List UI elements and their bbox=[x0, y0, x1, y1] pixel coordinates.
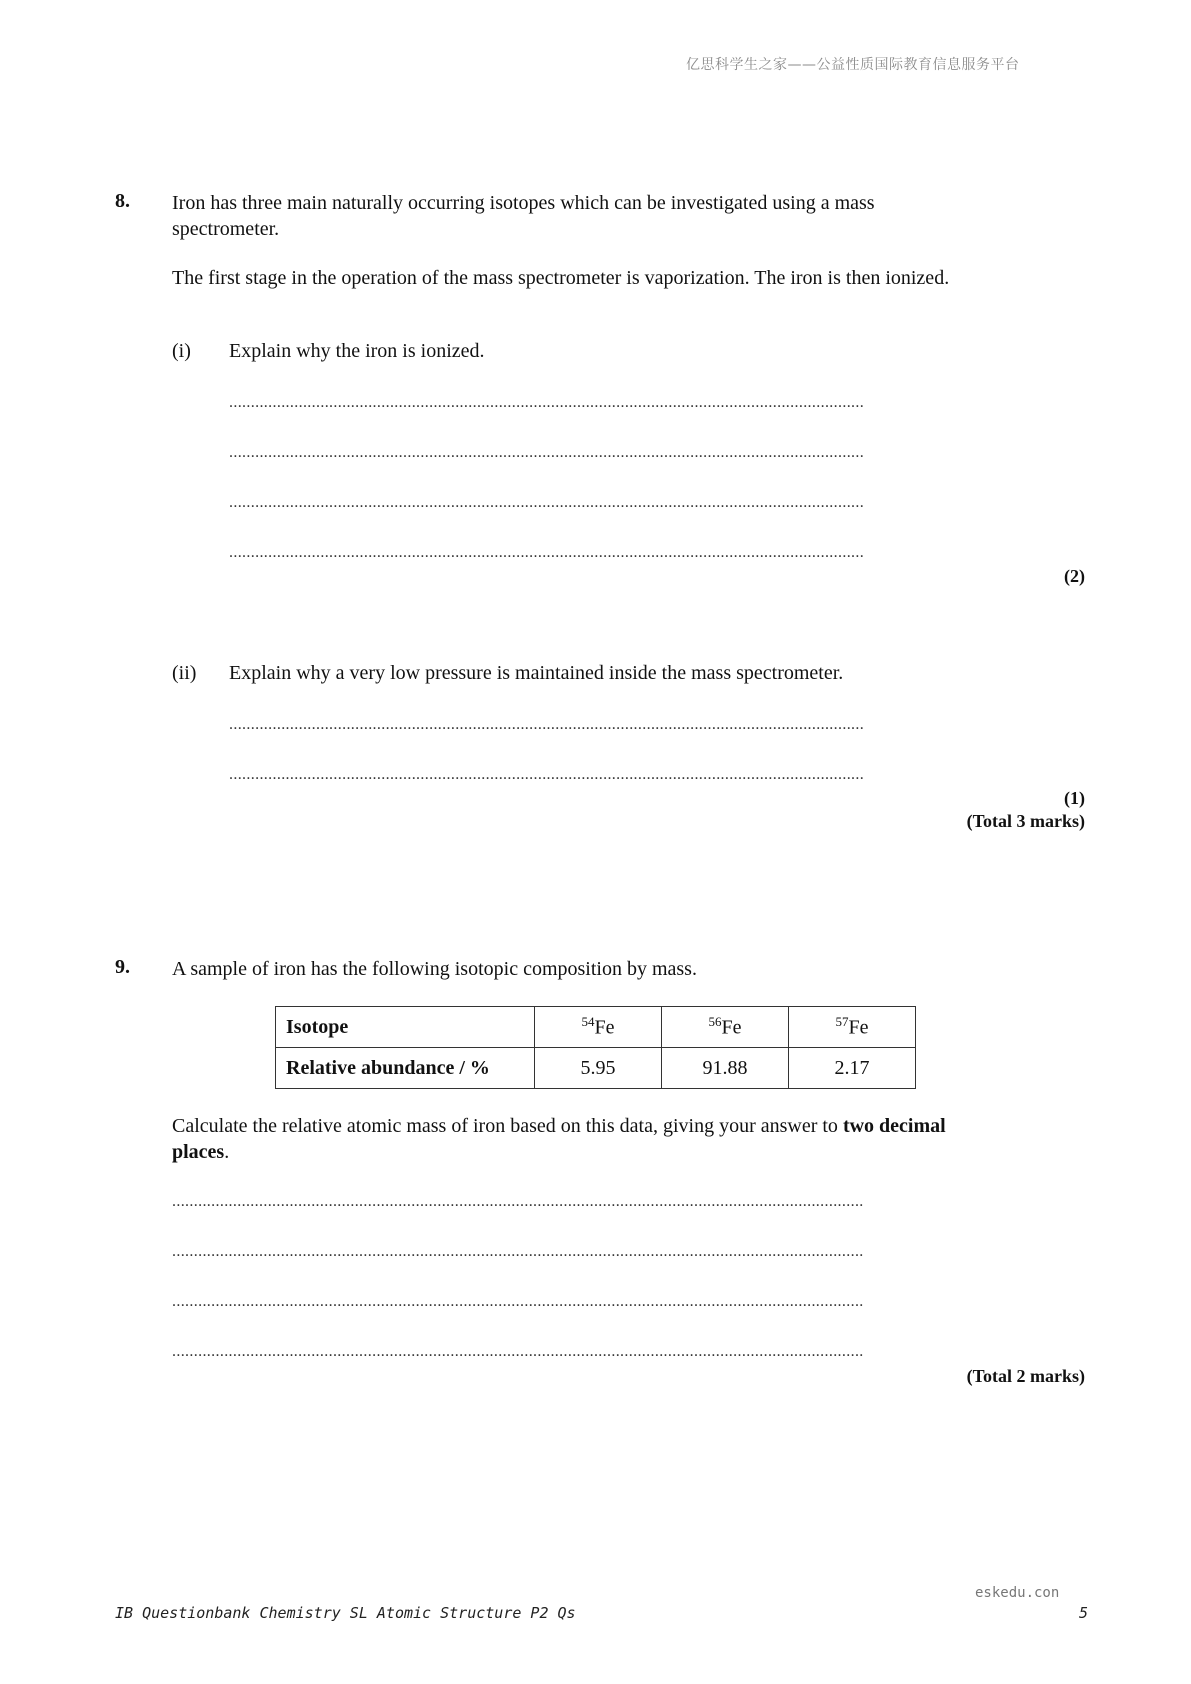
answer-line[interactable]: .................................................................................................................................................. bbox=[229, 394, 865, 411]
header-site-name: 亿思科学生之家——公益性质国际教育信息服务平台 bbox=[686, 57, 1020, 73]
question-9-calc-instruction bbox=[172, 1113, 972, 1165]
answer-line[interactable]: .................................................................................................................................................. bbox=[229, 716, 865, 733]
part-ii-text: Explain why a very low pressure is maintained inside the mass spectrometer. bbox=[229, 662, 844, 684]
answer-line[interactable]: .................................................................................................................................................. bbox=[229, 544, 865, 561]
element-symbol: Fe bbox=[848, 1016, 869, 1039]
mass-number: 54 bbox=[581, 1014, 595, 1030]
abundance-cell: 2.17 bbox=[789, 1048, 916, 1089]
footer-site: eskedu.con bbox=[975, 1585, 1060, 1601]
answer-line[interactable]: ............................................................................................................................................................... bbox=[172, 1343, 864, 1360]
element-symbol: Fe bbox=[594, 1016, 615, 1039]
part-ii-label: (ii) bbox=[172, 662, 197, 684]
answer-line[interactable]: ............................................................................................................................................................... bbox=[172, 1243, 864, 1260]
isotope-cell bbox=[535, 1007, 662, 1048]
table-row bbox=[276, 1048, 916, 1089]
isotope-cell bbox=[662, 1007, 789, 1048]
footer-title: IB Questionbank Chemistry SL Atomic Structure P2 Qs bbox=[115, 1604, 576, 1622]
question-9-intro: A sample of iron has the following isotopic composition by mass. bbox=[172, 958, 697, 980]
isotope-table bbox=[275, 1006, 916, 1089]
element-symbol: Fe bbox=[721, 1016, 742, 1039]
abundance-cell: 91.88 bbox=[662, 1048, 789, 1089]
calc-emphasis: two decimal places bbox=[172, 1115, 946, 1163]
table-row-header: Relative abundance / % bbox=[276, 1048, 535, 1089]
table-row bbox=[276, 1007, 916, 1048]
part-i-label: (i) bbox=[172, 340, 191, 362]
answer-line[interactable]: .................................................................................................................................................. bbox=[229, 494, 865, 511]
calc-end: . bbox=[224, 1141, 230, 1163]
question-8-intro: Iron has three main naturally occurring isotopes which can be investigated using a mass spectrometer. bbox=[172, 192, 875, 240]
calc-text: Calculate the relative atomic mass of iron based on this data, giving your answer to bbox=[172, 1115, 843, 1137]
isotope-cell bbox=[789, 1007, 916, 1048]
part-ii-marks: (1) bbox=[1064, 788, 1085, 808]
table-row-header: Isotope bbox=[276, 1007, 535, 1048]
mass-number: 56 bbox=[708, 1014, 722, 1030]
question-8-total-marks: (Total 3 marks) bbox=[966, 811, 1085, 831]
answer-line[interactable]: .................................................................................................................................................. bbox=[229, 444, 865, 461]
page-number: 5 bbox=[1079, 1604, 1089, 1622]
answer-line[interactable]: .................................................................................................................................................. bbox=[229, 766, 865, 783]
abundance-cell: 5.95 bbox=[535, 1048, 662, 1089]
question-8-stage-text: The first stage in the operation of the mass spectrometer is vaporization. The iron is then ionized. bbox=[172, 267, 950, 289]
question-9-total-marks: (Total 2 marks) bbox=[966, 1366, 1085, 1386]
question-8-number: 8. bbox=[115, 190, 130, 212]
part-i-text: Explain why the iron is ionized. bbox=[229, 340, 485, 362]
part-i-marks: (2) bbox=[1064, 566, 1085, 586]
question-9-number: 9. bbox=[115, 956, 130, 978]
mass-number: 57 bbox=[835, 1014, 849, 1030]
answer-line[interactable]: ............................................................................................................................................................... bbox=[172, 1193, 864, 1210]
answer-line[interactable]: ............................................................................................................................................................... bbox=[172, 1293, 864, 1310]
